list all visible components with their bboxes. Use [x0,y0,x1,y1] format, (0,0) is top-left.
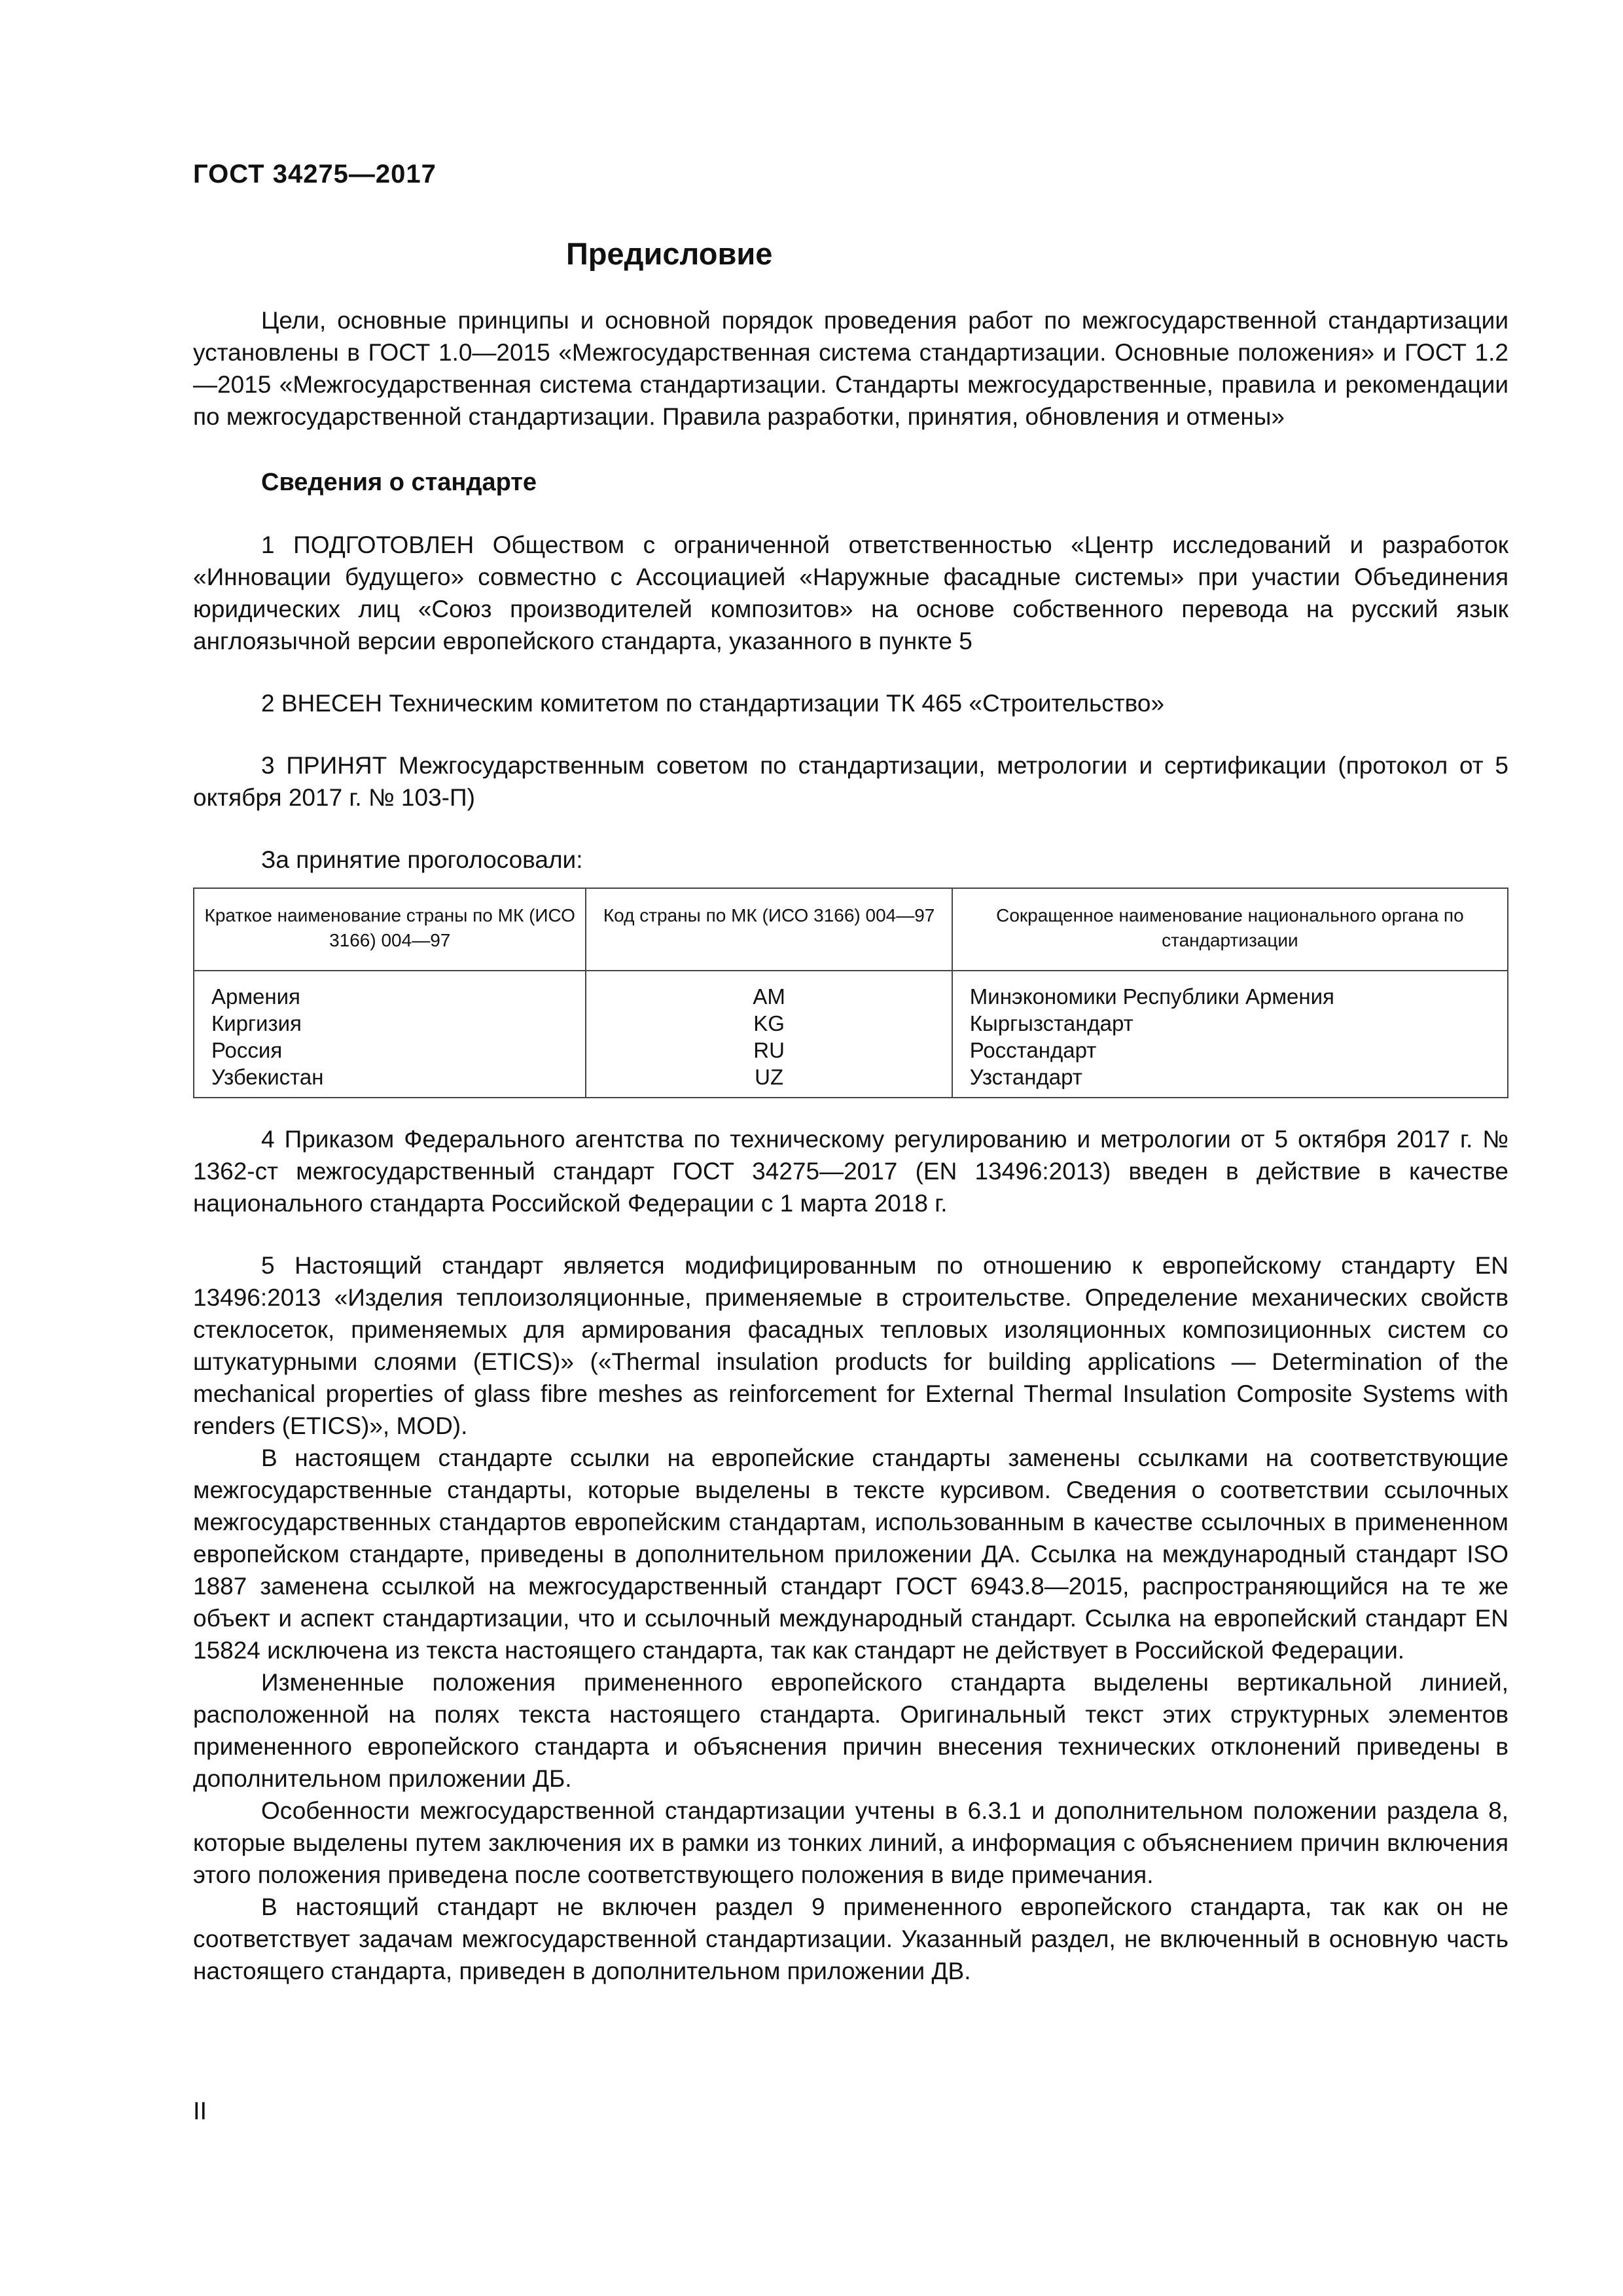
code-cell: AM [753,984,785,1009]
country-column [194,971,586,1098]
country-cell: Киргизия [211,1011,302,1035]
code-cell: KG [753,1011,785,1035]
header-body: Сокращенное наименование национального органа по стандартизации [952,888,1508,971]
header-country: Краткое наименование страны по МК (ИСО 3166) 004—97 [194,888,586,971]
page-title: Предисловие [566,236,773,271]
foreword-section [193,236,1508,1987]
country-cell: Россия [211,1038,283,1062]
item-3-paragraph: 3 ПРИНЯТ Межгосударственным советом по стандартизации, метрологии и сертификации (протокол от 5 октября 2017 г. № 103-П) [193,752,1508,811]
document-designation: ГОСТ 34275—2017 [193,160,437,188]
item-2-paragraph: 2 ВНЕСЕН Техническим комитетом по стандартизации ТК 465 «Строительство» [261,690,1165,717]
country-cell: Армения [211,984,300,1009]
table-body-row [194,971,1508,1098]
item-1-paragraph: 1 ПОДГОТОВЛЕН Обществом с ограниченной ответственностью «Центр исследований и разработок «Инновации будущего» совместно с Ассоциацией «Наружные фасадные системы» при участии Объединения юридических лиц «Союз производителей композитов» на основе собственного перевода на русский язык англоязычной версии европейского стандарта, указанного в пункте 5 [193,531,1508,655]
item-4-paragraph: 4 Приказом Федерального агентства по техническому регулированию и метрологии от 5 октября 2017 г. № 1362-ст межгосударственный стандарт ГОСТ 34275—2017 (EN 13496:2013) введен в действие в качестве национального стандарта Российской Федерации с 1 марта 2018 г. [193,1126,1508,1217]
table-header-row [194,888,1508,971]
voting-table [193,888,1508,1098]
page-number: II [193,2098,207,2125]
body-cell: Узстандарт [969,1065,1082,1089]
info-heading: Сведения о стандарте [261,469,537,496]
features-paragraph: Особенности межгосударственной стандартизации учтены в 6.3.1 и дополнительном положении раздела 8, которые выделены путем заключения их в рамки из тонких линий, а информация с объяснением причин включения этого положения приведена после соответствующего положения в виде примечания. [193,1797,1508,1888]
country-cell: Узбекистан [211,1065,324,1089]
references-paragraph: В настоящем стандарте ссылки на европейские стандарты заменены ссылками на соответствующие межгосударственные стандарты, которые выделены в тексте курсивом. Сведения о соответствии ссылочных межгосударственных стандартов европейским стандартам, использованным в качестве ссылочных в примененном европейском стандарте, приведены в дополнительном приложении ДА. Ссылка на международный стандарт ISO 1887 заменена ссылкой на межгосударственный стандарт ГОСТ 6943.8—2015, распространяющийся на те же объект и аспект стандартизации, что и ссылочный международный стандарт. Ссылка на европейский стандарт EN 15824 исключена из текста настоящего стандарта, так как стандарт не действует в Российской Федерации. [193,1444,1508,1664]
body-cell: Минэкономики Республики Армения [969,984,1334,1009]
section-9-paragraph: В настоящий стандарт не включен раздел 9 примененного европейского стандарта, так как он не соответствует задачам межгосударственной стандартизации. Указанный раздел, не включенный в основную часть настоящего стандарта, приведен в дополнительном приложении ДВ. [193,1893,1508,1984]
body-column [952,971,1508,1098]
changes-paragraph: Измененные положения примененного европейского стандарта выделены вертикальной линией, расположенной на полях текста настоящего стандарта. Оригинальный текст этих структурных элементов примененного европейского стандарта и объяснения причин внесения технических отклонений приведены в дополнительном приложении ДБ. [193,1669,1508,1792]
body-cell: Кыргызстандарт [969,1011,1133,1035]
code-column [586,971,952,1098]
body-cell: Росстандарт [969,1038,1097,1062]
code-cell: RU [753,1038,785,1062]
header-code: Код страны по МК (ИСО 3166) 004—97 [586,888,952,971]
intro-paragraph: Цели, основные принципы и основной порядок проведения работ по межгосударственной стандартизации установлены в ГОСТ 1.0—2015 «Межгосударственная система стандартизации. Основные положения» и ГОСТ 1.2—2015 «Межгосударственная система стандартизации. Стандарты межгосударственные, правила и рекомендации по межгосударственной стандартизации. Правила разработки, принятия, обновления и отмены» [193,307,1508,430]
item-5-paragraph: 5 Настоящий стандарт является модифицированным по отношению к европейскому стандарту EN 13496:2013 «Изделия теплоизоляционные, применяемые в строительстве. Определение механических свойств стеклосеток, применяемых для армирования фасадных тепловых изоляционных композиционных систем со штукатурными слоями (ETICS)» («Thermal insulation products for building applications — Determination of the mechanical properties of glass fibre meshes as reinforcement for External Thermal Insulation Composite Systems with renders (ETICS)», MOD). [193,1252,1508,1439]
code-cell: UZ [755,1065,784,1089]
voted-label: За принятие проголосовали: [261,846,583,873]
